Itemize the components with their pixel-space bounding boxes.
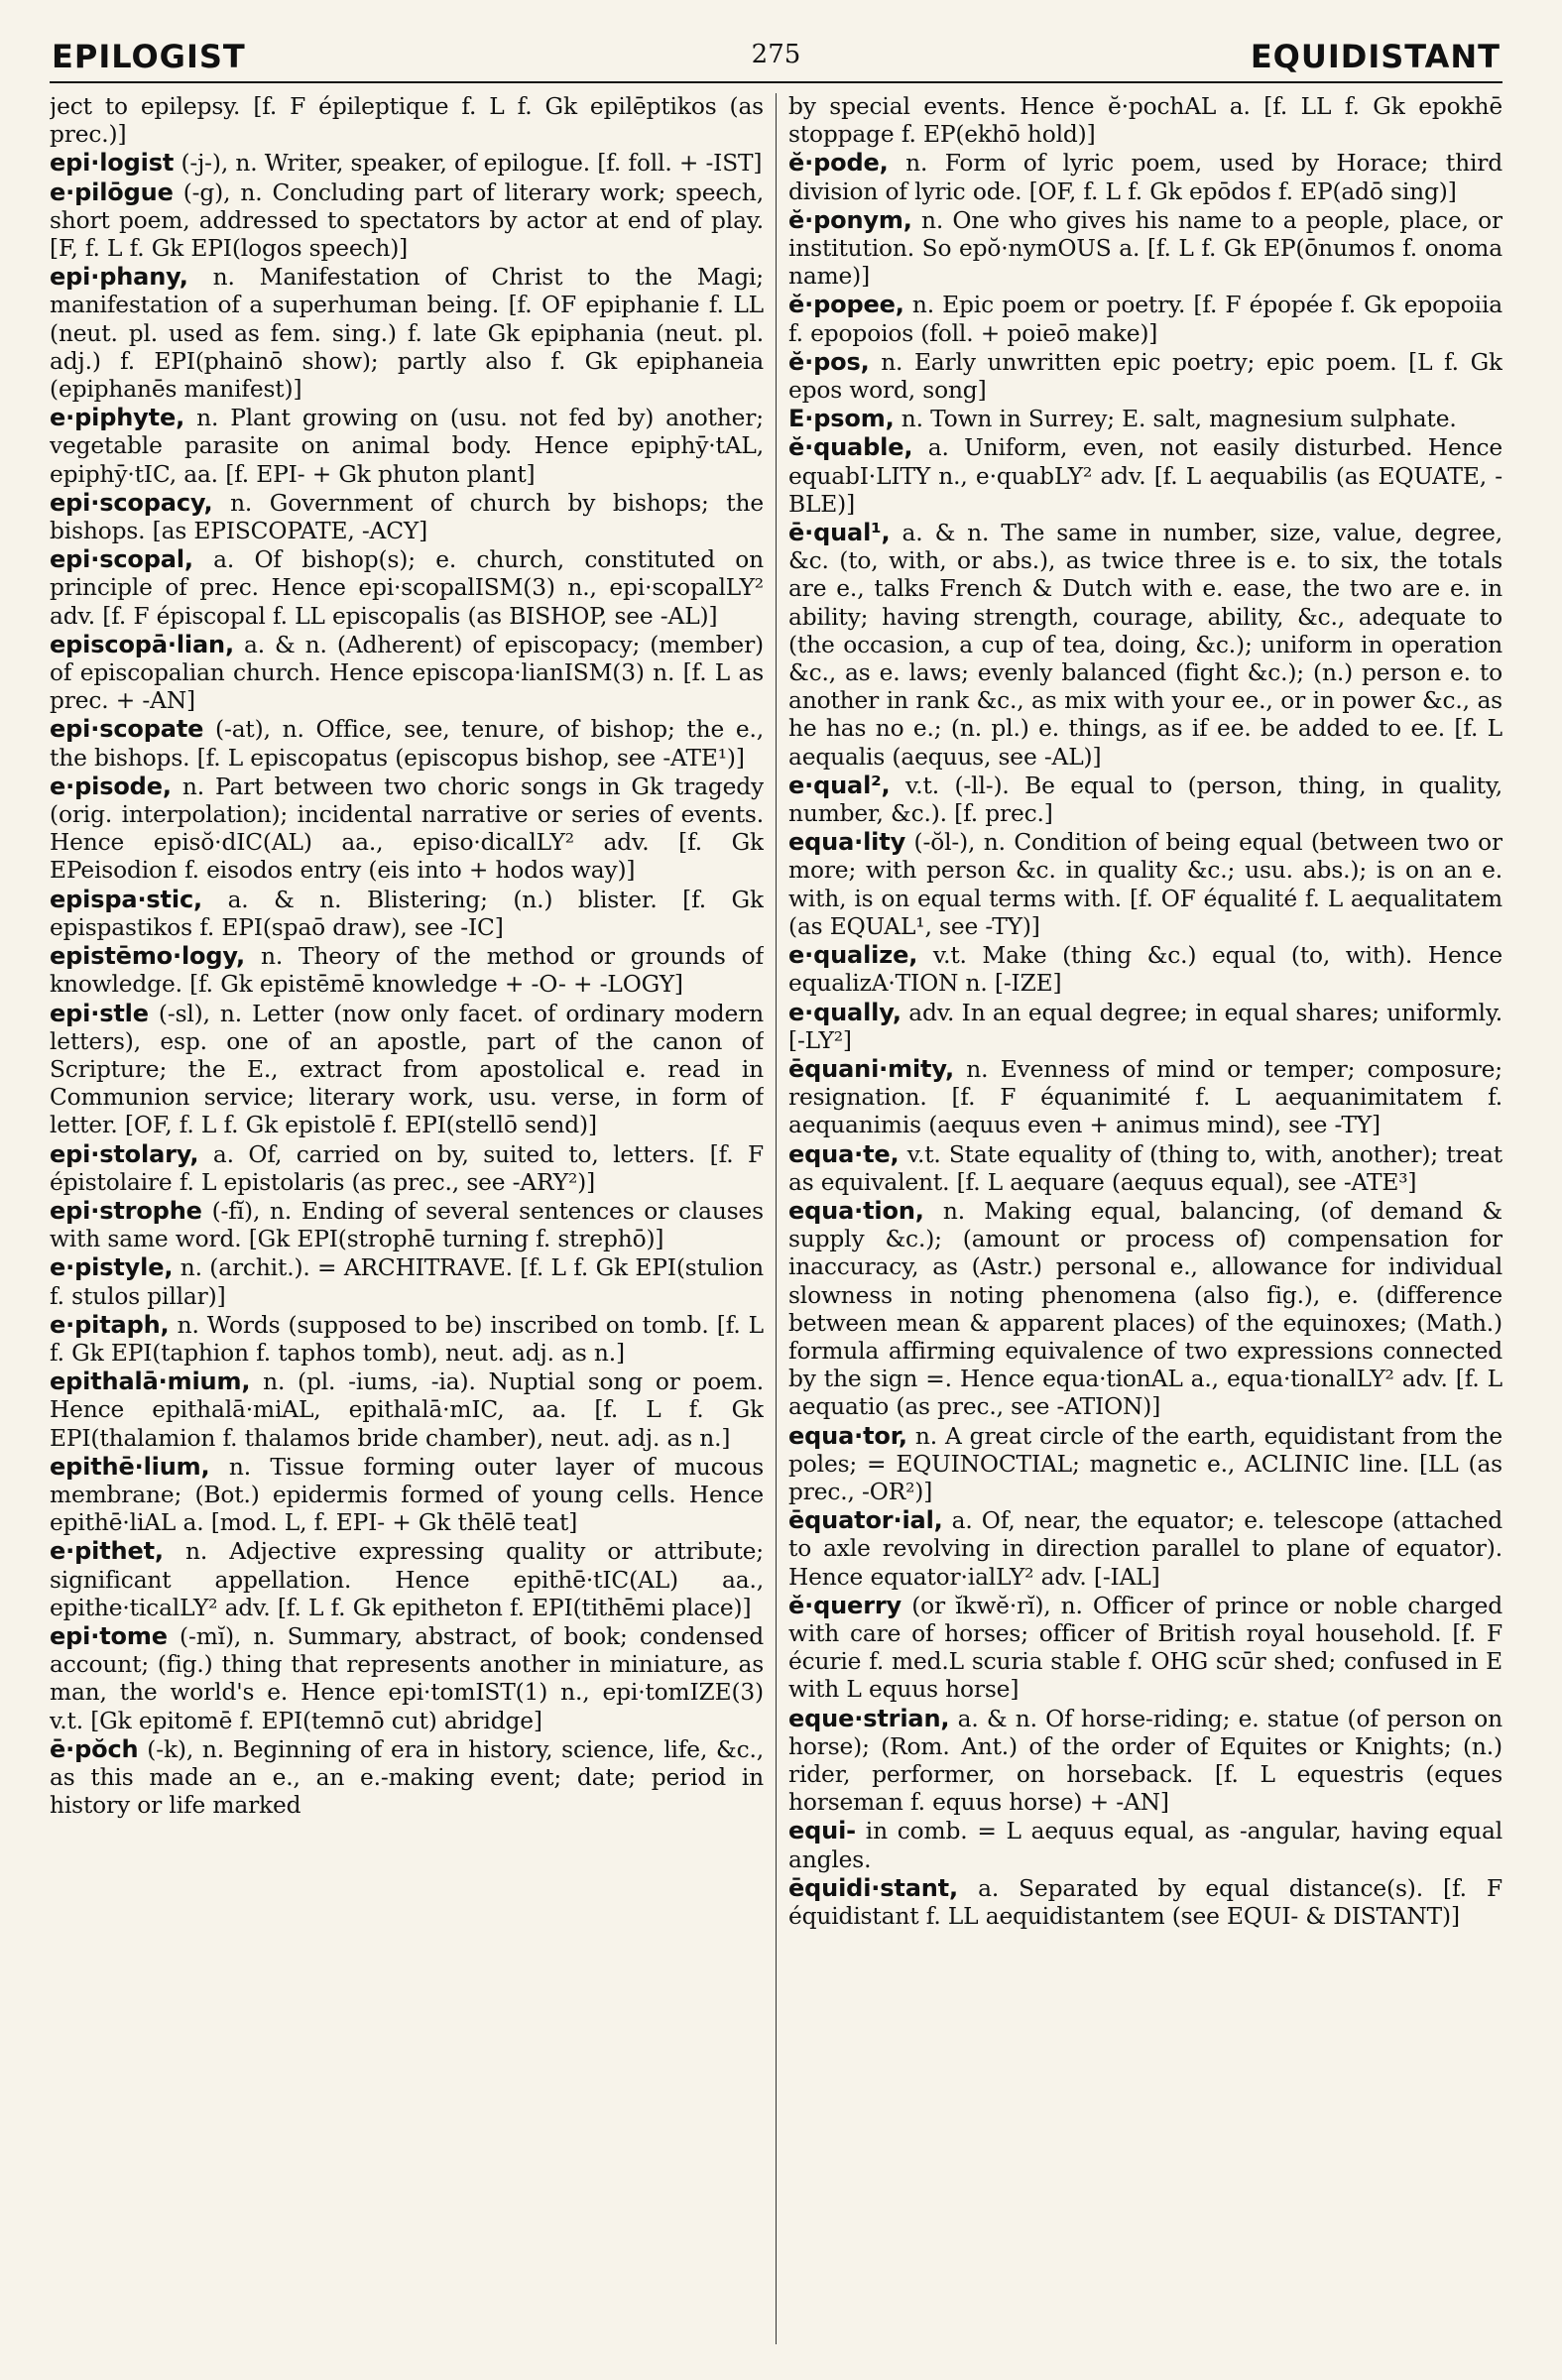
dictionary-entry: [50, 489, 764, 545]
columns: [50, 93, 1502, 2344]
dictionary-entry: [50, 886, 764, 942]
dictionary-entry: [788, 1197, 1502, 1422]
headword: epithalā·mium,: [50, 1368, 251, 1396]
headword: epi·scopacy,: [50, 488, 213, 517]
entry-text: a. Uniform, even, not easily disturbed. Hence equabI·LITY n., e·quabLY² adv. [f. L aequabilis (as EQUATE, -BLE)]: [788, 434, 1502, 518]
right-guide-word: EQUIDISTANT: [1250, 38, 1501, 75]
dictionary-entry: [788, 828, 1502, 941]
dictionary-entry: [788, 1705, 1502, 1818]
headword: epi·logist: [50, 149, 175, 178]
entry-text: n. One who gives his name to a people, place, or institution. So epŏ·nymOUS a. [f. L f. Gk EP(ōnumos f. onoma name)]: [788, 206, 1502, 291]
entry-text: a. Of bishop(s); e. church, constituted on principle of prec. Hence epi·scopalISM(3) n., epi·scopalLY² adv. [f. F épiscopal f. LL episcopalis (as BISHOP, see -AL)]: [50, 546, 764, 630]
entry-text: a. & n. (Adherent) of episcopacy; (member) of episcopalian church. Hence episcopa·lianISM(3) n. [f. L as prec. + -AN]: [50, 631, 764, 715]
dictionary-entry: [50, 1537, 764, 1622]
headword: epistēmo·logy,: [50, 942, 246, 971]
headword: episcopā·lian,: [50, 630, 234, 658]
entry-text: n. Plant growing on (usu. not fed by) another; vegetable parasite on animal body. Hence epiphȳ·tAL, epiphȳ·tIC, aa. [f. EPI- + Gk phuton plant]: [50, 405, 764, 488]
entry-text: n. (pl. -iums, -ia). Nuptial song or poem. Hence epithalā·miAL, epithalā·mIC, aa. [f. L f. Gk EPI(thalamion f. thalamos bride chamber), neut. adj. as n.]: [50, 1368, 764, 1452]
dictionary-page: [50, 30, 1502, 2350]
dictionary-entry: [50, 631, 764, 716]
headword: equa·tor,: [788, 1421, 907, 1450]
headword: epithē·lium,: [50, 1452, 210, 1481]
headword: e·pistyle,: [50, 1253, 174, 1282]
dictionary-entry: [50, 1311, 764, 1368]
left-column: [50, 93, 764, 2344]
entry-text: in comb. = L aequus equal, as -angular, having equal angles.: [788, 1818, 1502, 1873]
dictionary-entry: [50, 93, 764, 149]
entry-text: ject to epilepsy. [f. F épileptique f. L f. Gk epilēptikos (as prec.)]: [50, 93, 764, 149]
entry-text: (-mĭ), n. Summary, abstract, of book; condensed account; (fig.) thing that represents another in miniature, as man, the world's e. Hence epi·tomIST(1) n., epi·tomIZE(3) v.t. [Gk epitomē f. EPI(temnō cut) abridge]: [50, 1622, 764, 1734]
headword: e·qual²,: [788, 771, 891, 799]
entry-text: n. Manifestation of Christ to the Magi; manifestation of a superhuman being. [f. OF epiphanie f. LL (neut. pl. used as fem. sing.) f. late Gk epiphania (neut. pl. adj.) f. EPI(phainō show); partly also f. Gk epiphaneia (epiphanēs manifest)]: [50, 264, 764, 404]
dictionary-entry: [50, 263, 764, 404]
dictionary-entry: [50, 773, 764, 886]
dictionary-entry: [788, 149, 1502, 205]
headword: epi·phany,: [50, 263, 188, 292]
headword: e·pisode,: [50, 772, 172, 800]
entry-text: n. Form of lyric poem, used by Horace; third division of lyric ode. [OF, f. L f. Gk epōdos f. EP(adō sing)]: [788, 150, 1502, 205]
headword: ēquator·ial,: [788, 1506, 943, 1535]
headword: epispa·stic,: [50, 885, 202, 913]
dictionary-entry: [50, 715, 764, 772]
dictionary-entry: [788, 1422, 1502, 1507]
headword: ĕ·popee,: [788, 291, 904, 319]
entry-text: n. Tissue forming outer layer of mucous membrane; (Bot.) epidermis formed of young cells. Hence epithē·liAL a. [mod. L, f. EPI- + Gk thēlē teat]: [50, 1453, 764, 1537]
dictionary-entry: [50, 149, 764, 178]
dictionary-entry: [788, 1055, 1502, 1140]
entry-text: n. Town in Surrey; E. salt, magnesium sulphate.: [894, 406, 1457, 433]
dictionary-entry: [788, 772, 1502, 828]
headword: equa·te,: [788, 1139, 900, 1168]
entry-text: n. Part between two choric songs in Gk tragedy (orig. interpolation); incidental narrative or series of events. Hence episŏ·dIC(AL) aa., episo·dicalLY² adv. [f. Gk EPeisodion f. eisodos entry (eis into + hodos way)]: [50, 773, 764, 885]
dictionary-entry: [50, 1622, 764, 1735]
entry-text: (-k), n. Beginning of era in history, science, life, &c., as this made an e., an e.-making event; date; period in history or life marked: [50, 1735, 764, 1820]
headword: epi·stle: [50, 999, 149, 1027]
headword: epi·scopate: [50, 715, 204, 744]
headword: e·pitaph,: [50, 1310, 170, 1339]
dictionary-entry: [788, 348, 1502, 405]
headword: e·qually,: [788, 998, 901, 1026]
left-guide-word: EPILOGIST: [52, 38, 246, 75]
entry-text: n. Words (supposed to be) inscribed on tomb. [f. L f. Gk EPI(taphion f. taphos tomb), neut. adj. as n.]: [50, 1311, 764, 1367]
entry-text: (-ŏl-), n. Condition of being equal (between two or more; with person &c. in quality &c.; usu. abs.); is on an e. with, is on equal terms with. [f. OF équalité f. L aequalitatem (as EQUAL¹, see -TY)]: [788, 829, 1502, 940]
headword: eque·strian,: [788, 1704, 950, 1732]
dictionary-entry: [50, 545, 764, 631]
entry-text: n. A great circle of the earth, equidistant from the poles; = EQUINOCTIAL; magnetic e., ACLINIC line. [LL (as prec., -OR²)]: [788, 1422, 1502, 1505]
dictionary-entry: [788, 405, 1502, 433]
headword: e·pilōgue: [50, 178, 174, 206]
entry-text: (-fĭ), n. Ending of several sentences or clauses with same word. [Gk EPI(strophē turning f. strephō)]: [50, 1197, 764, 1253]
dictionary-entry: [788, 291, 1502, 347]
entry-text: a. Separated by equal distance(s). [f. F équidistant f. LL aequidistantem (see EQUI- & DISTANT)]: [788, 1874, 1502, 1930]
entry-text: a. Of, carried on by, suited to, letters. [f. F épistolaire f. L epistolaris (as prec., see -ARY²)]: [50, 1140, 764, 1196]
headword: ēquidi·stant,: [788, 1873, 958, 1902]
dictionary-entry: [788, 1817, 1502, 1873]
entry-text: a. & n. Of horse-riding; e. statue (of person on horse); (Rom. Ant.) of the order of Equites or Knights; (n.) rider, performer, on horseback. [f. L equestris (eques horseman f. equus horse) + -AN]: [788, 1705, 1502, 1817]
headword: epi·tome: [50, 1621, 168, 1650]
entry-text: n. Early unwritten epic poetry; epic poem. [L f. Gk epos word, song]: [788, 348, 1502, 405]
dictionary-entry: [50, 1735, 764, 1821]
entry-text: (-g), n. Concluding part of literary work; speech, short poem, addressed to spectators by actor at end of play. [F, f. L f. Gk EPI(logos speech)]: [50, 178, 764, 263]
entry-text: n. Adjective expressing quality or attribute; significant appellation. Hence epithē·tIC(AL) aa., epithe·ticalLY² adv. [f. L f. Gk epitheton f. EPI(tithēmi place)]: [50, 1538, 764, 1621]
headword: ĕ·quable,: [788, 433, 913, 462]
entry-text: by special events. Hence ĕ·pochAL a. [f. LL f. Gk epokhē stoppage f. EP(ekhō hold)]: [788, 93, 1502, 149]
headword: ĕ·pos,: [788, 347, 870, 376]
page-number: 275: [751, 40, 801, 69]
headword: e·qualize,: [788, 941, 918, 970]
dictionary-entry: [50, 1453, 764, 1538]
dictionary-entry: [788, 206, 1502, 292]
entry-text: (-j-), n. Writer, speaker, of epilogue. [f. foll. + -IST]: [174, 150, 763, 178]
entry-text: a. & n. Blistering; (n.) blister. [f. Gk epispastikos f. EPI(spaō draw), see -IC]: [50, 886, 764, 941]
dictionary-entry: [50, 1000, 764, 1140]
dictionary-entry: [788, 999, 1502, 1055]
headword: epi·scopal,: [50, 545, 193, 574]
headword: e·pithet,: [50, 1537, 164, 1566]
headword: ēquani·mity,: [788, 1054, 954, 1083]
entry-text: n. Making equal, balancing, (of demand & supply &c.); (amount or process of) compensation for inaccuracy, as (Astr.) personal e., allowance for individual slowness in noting phenomena (also fig.), e. (difference between mean & apparent places) of the equinoxes; (Math.) formula affirming equivalence of two expressions connected by the sign =. Hence equa·tionAL a., equa·tionalLY² adv. [f. L aequatio (as prec., see -ATION)]: [788, 1197, 1502, 1421]
entry-text: (-at), n. Office, see, tenure, of bishop; the e., the bishops. [f. L episcopatus (episcopus bishop, see -ATE¹)]: [50, 716, 764, 772]
dictionary-entry: [50, 1140, 764, 1197]
headword: epi·strophe: [50, 1196, 202, 1225]
headword: equi-: [788, 1817, 856, 1845]
dictionary-entry: [788, 1874, 1502, 1931]
headword: equa·lity: [788, 828, 906, 857]
dictionary-entry: [50, 178, 764, 264]
headword: ĕ·pode,: [788, 149, 889, 178]
entry-text: a. Of, near, the equator; e. telescope (attached to axle revolving in direction parallel to plane of equator). Hence equator·ialLY² adv. [-IAL]: [788, 1507, 1502, 1591]
entry-text: n. Government of church by bishops; the bishops. [as EPISCOPATE, -ACY]: [50, 489, 764, 545]
dictionary-entry: [50, 1197, 764, 1253]
entry-text: a. & n. The same in number, size, value, degree, &c. (to, with, or abs.), as twice three is e. to six, the totals are e., talks French & Dutch with e. ease, the two are e. in ability; having strength, courage, ability, &c., adequate to (the occasion, a cup of tea, doing, &c.); uniform in operation &c., as e. laws; evenly balanced (fight &c.); (n.) person e. to another in rank &c., as mix with your ee., or in power &c., as he has no e.; (n. pl.) e. things, as if ee. be added to ee. [f. L aequalis (aequus, see -AL)]: [788, 520, 1502, 771]
dictionary-entry: [50, 404, 764, 489]
page-header: [50, 30, 1502, 83]
entry-text: n. Epic poem or poetry. [f. F épopée f. Gk epopoiia f. epopoios (foll. + poieō make)]: [788, 292, 1502, 347]
headword: ē·pŏch: [50, 1734, 139, 1763]
entry-text: adv. In an equal degree; in equal shares; uniformly. [-LY²]: [788, 999, 1502, 1054]
entry-text: n. (archit.). = ARCHITRAVE. [f. L f. Gk EPI(stulion f. stulos pillar)]: [50, 1254, 764, 1310]
right-column: [788, 93, 1502, 2344]
dictionary-entry: [788, 1140, 1502, 1197]
headword: ĕ·querry: [788, 1591, 902, 1619]
entry-text: (-sl), n. Letter (now only facet. of ordinary modern letters), esp. one of an apostle, part of the canon of Scripture; the E., extract from apostolical e. read in Communion service; literary work, usu. verse, in form of letter. [OF, f. L f. Gk epistolē f. EPI(stellō send)]: [50, 1000, 764, 1139]
headword: e·piphyte,: [50, 404, 185, 432]
headword: ĕ·ponym,: [788, 205, 912, 234]
entry-text: v.t. State equality of (thing to, with, another); treat as equivalent. [f. L aequare (aequus equal), see -ATE³]: [788, 1140, 1502, 1196]
dictionary-entry: [788, 1592, 1502, 1705]
entry-text: v.t. Make (thing &c.) equal (to, with). Hence equalizA·TION n. [-IZE]: [788, 942, 1502, 998]
dictionary-entry: [50, 1368, 764, 1453]
dictionary-entry: [50, 942, 764, 999]
entry-text: n. Evenness of mind or temper; composure; resignation. [f. F équanimité f. L aequanimitatem f. aequanimis (aequus even + animus mind), see -TY]: [788, 1055, 1502, 1139]
column-divider: [776, 93, 777, 2344]
entry-text: (or ĭkwĕ·rĭ), n. Officer of prince or noble charged with care of horses; officer of British royal household. [f. F écurie f. med.L scuria stable f. OHG scūr shed; confused in E with L equus horse]: [788, 1592, 1502, 1704]
dictionary-entry: [50, 1253, 764, 1310]
entry-text: n. Theory of the method or grounds of knowledge. [f. Gk epistēmē knowledge + -O- + -LOGY]: [50, 943, 764, 999]
dictionary-entry: [788, 93, 1502, 149]
dictionary-entry: [788, 433, 1502, 519]
headword: ē·qual¹,: [788, 519, 891, 547]
dictionary-entry: [788, 519, 1502, 772]
headword: epi·stolary,: [50, 1139, 199, 1168]
dictionary-entry: [788, 941, 1502, 998]
headword: E·psom,: [788, 405, 895, 433]
headword: equa·tion,: [788, 1196, 924, 1225]
entry-text: v.t. (-ll-). Be equal to (person, thing, in quality, number, &c.). [f. prec.]: [788, 772, 1502, 828]
dictionary-entry: [788, 1506, 1502, 1592]
